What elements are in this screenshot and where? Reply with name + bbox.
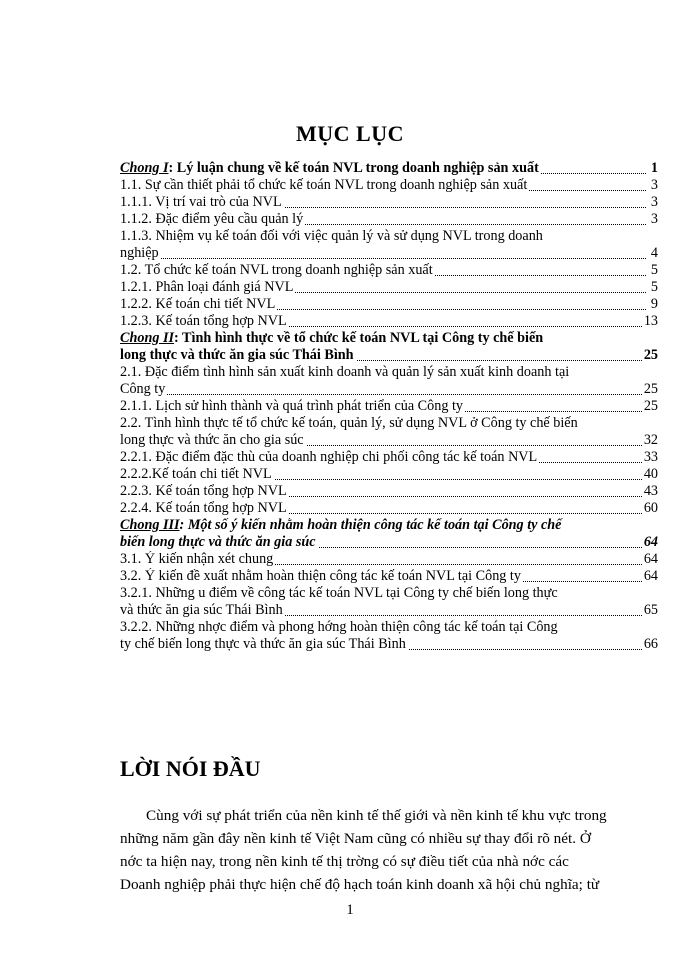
toc-entry[interactable]: 1.1.2. Đặc điểm yêu cầu quản lý 3: [120, 211, 658, 227]
toc-page-number: 5: [650, 279, 658, 295]
toc-page-number: 9: [650, 296, 658, 312]
toc-entry[interactable]: 2.2.1. Đặc điểm đặc thù của doanh nghiệp chi phối công tác kế toán NVL 33: [120, 449, 658, 465]
toc-entry[interactable]: 1.1.3. Nhiệm vụ kế toán đối với việc quản lý và sử dụng NVL trong doanh: [120, 228, 543, 244]
chapter-label: Chong II: [120, 330, 175, 346]
toc-entry[interactable]: 1.2.1. Phân loại đánh giá NVL 5: [120, 279, 658, 295]
toc-title: MỤC LỤC: [296, 121, 404, 146]
intro-heading: LỜI NÓI ĐẦU: [120, 756, 261, 781]
toc-page-number: 40: [643, 466, 658, 482]
intro-paragraph: [120, 804, 642, 896]
toc-page-number: 25: [643, 347, 658, 363]
toc-page-number: 66: [643, 636, 658, 652]
toc-entry[interactable]: 2.2.3. Kế toán tổng hợp NVL 43: [120, 483, 658, 499]
toc-entry[interactable]: 3.2. Ý kiến đề xuất nhằm hoàn thiện công tác kế toán NVL tại Công ty 64: [120, 568, 658, 584]
toc-entry[interactable]: 1.2. Tổ chức kế toán NVL trong doanh nghiệp sản xuất 5: [120, 262, 658, 278]
toc-page-number: 25: [643, 381, 658, 397]
toc-entry-continued[interactable]: long thực và thức ăn gia súc Thái Bình 25: [120, 347, 658, 363]
toc-page-number: 13: [643, 313, 658, 329]
toc-entry-chapter-1[interactable]: Chong I: Lý luận chung về kế toán NVL trong doanh nghiệp sản xuất 1: [120, 160, 658, 176]
toc-page-number: 3: [650, 177, 658, 193]
paragraph-line: Cùng với sự phát triển của nền kinh tế thế giới và nền kinh tế khu vực trong: [146, 807, 607, 824]
toc-entry-continued[interactable]: nghiệp 4: [120, 245, 658, 261]
toc-entry[interactable]: 1.2.2. Kế toán chi tiết NVL 9: [120, 296, 658, 312]
paragraph-line: Doanh nghiệp phải thực hiện chế độ hạch toán kinh doanh xã hội chủ nghĩa; từ: [120, 876, 600, 893]
toc-page-number: 65: [643, 602, 658, 618]
toc-page-number: 32: [643, 432, 658, 448]
toc-page-number: 60: [643, 500, 658, 516]
page-number: 1: [346, 902, 354, 918]
toc-page-number: 43: [643, 483, 658, 499]
toc-page-number: 4: [650, 245, 658, 261]
toc-entry-continued[interactable]: Công ty 25: [120, 381, 658, 397]
toc-entry-continued[interactable]: long thực và thức ăn cho gia súc 32: [120, 432, 658, 448]
toc-page-number: 3: [650, 194, 658, 210]
toc-entry[interactable]: 2.2.2.Kế toán chi tiết NVL 40: [120, 466, 658, 482]
toc-entry[interactable]: 2.1.1. Lịch sử hình thành và quá trình phát triển của Công ty 25: [120, 398, 658, 414]
toc-entry-continued[interactable]: biến long thực và thức ăn gia súc 64: [120, 534, 658, 550]
toc-entry[interactable]: 2.2. Tình hình thực tế tổ chức kế toán, quản lý, sử dụng NVL ở Công ty chế biến: [120, 415, 578, 431]
toc-page-number: 64: [643, 568, 658, 584]
toc-entry[interactable]: 1.1. Sự cần thiết phải tổ chức kế toán NVL trong doanh nghiệp sản xuất 3: [120, 177, 658, 193]
toc-page-number: 64: [643, 551, 658, 567]
chapter-label: Chong I: [120, 160, 169, 176]
paragraph-line: nớc ta hiện nay, trong nền kinh tế thị trờng có sự điều tiết của nhà nớc các: [120, 853, 569, 870]
toc-entry-continued[interactable]: và thức ăn gia súc Thái Bình 65: [120, 602, 658, 618]
toc-entry-chapter-2[interactable]: Chong II: Tình hình thực về tổ chức kế toán NVL tại Công ty chế biến: [120, 330, 544, 346]
toc-entry-chapter-3[interactable]: Chong III: Một số ý kiến nhằm hoàn thiện công tác kế toán tại Công ty chế: [120, 517, 562, 533]
toc-page-number: 5: [650, 262, 658, 278]
toc-entry[interactable]: 2.1. Đặc điểm tình hình sản xuất kinh doanh và quản lý sản xuất kinh doanh tại: [120, 364, 570, 380]
toc-entry[interactable]: 3.2.1. Những u điểm về công tác kế toán NVL tại Công ty chế biến long thực: [120, 585, 558, 601]
toc-page-number: 64: [643, 534, 658, 550]
toc-page-number: 33: [643, 449, 658, 465]
toc-entry[interactable]: 2.2.4. Kế toán tổng hợp NVL 60: [120, 500, 658, 516]
toc-page-number: 3: [650, 211, 658, 227]
table-of-contents: [120, 160, 658, 653]
toc-entry[interactable]: 3.2.2. Những nhợc điểm và phong hớng hoàn thiện công tác kế toán tại Công: [120, 619, 558, 635]
toc-page-number: 25: [643, 398, 658, 414]
toc-entry-continued[interactable]: ty chế biến long thực và thức ăn gia súc Thái Bình 66: [120, 636, 658, 652]
toc-entry[interactable]: 3.1. Ý kiến nhận xét chung 64: [120, 551, 658, 567]
toc-page-number: 1: [650, 160, 658, 176]
paragraph-line: những năm gần đây nền kinh tế Việt Nam cũng có nhiều sự thay đổi rõ nét. Ở: [120, 830, 591, 847]
toc-entry[interactable]: 1.1.1. Vị trí vai trò của NVL 3: [120, 194, 658, 210]
toc-entry[interactable]: 1.2.3. Kế toán tổng hợp NVL 13: [120, 313, 658, 329]
chapter-label: Chong III: [120, 517, 180, 533]
